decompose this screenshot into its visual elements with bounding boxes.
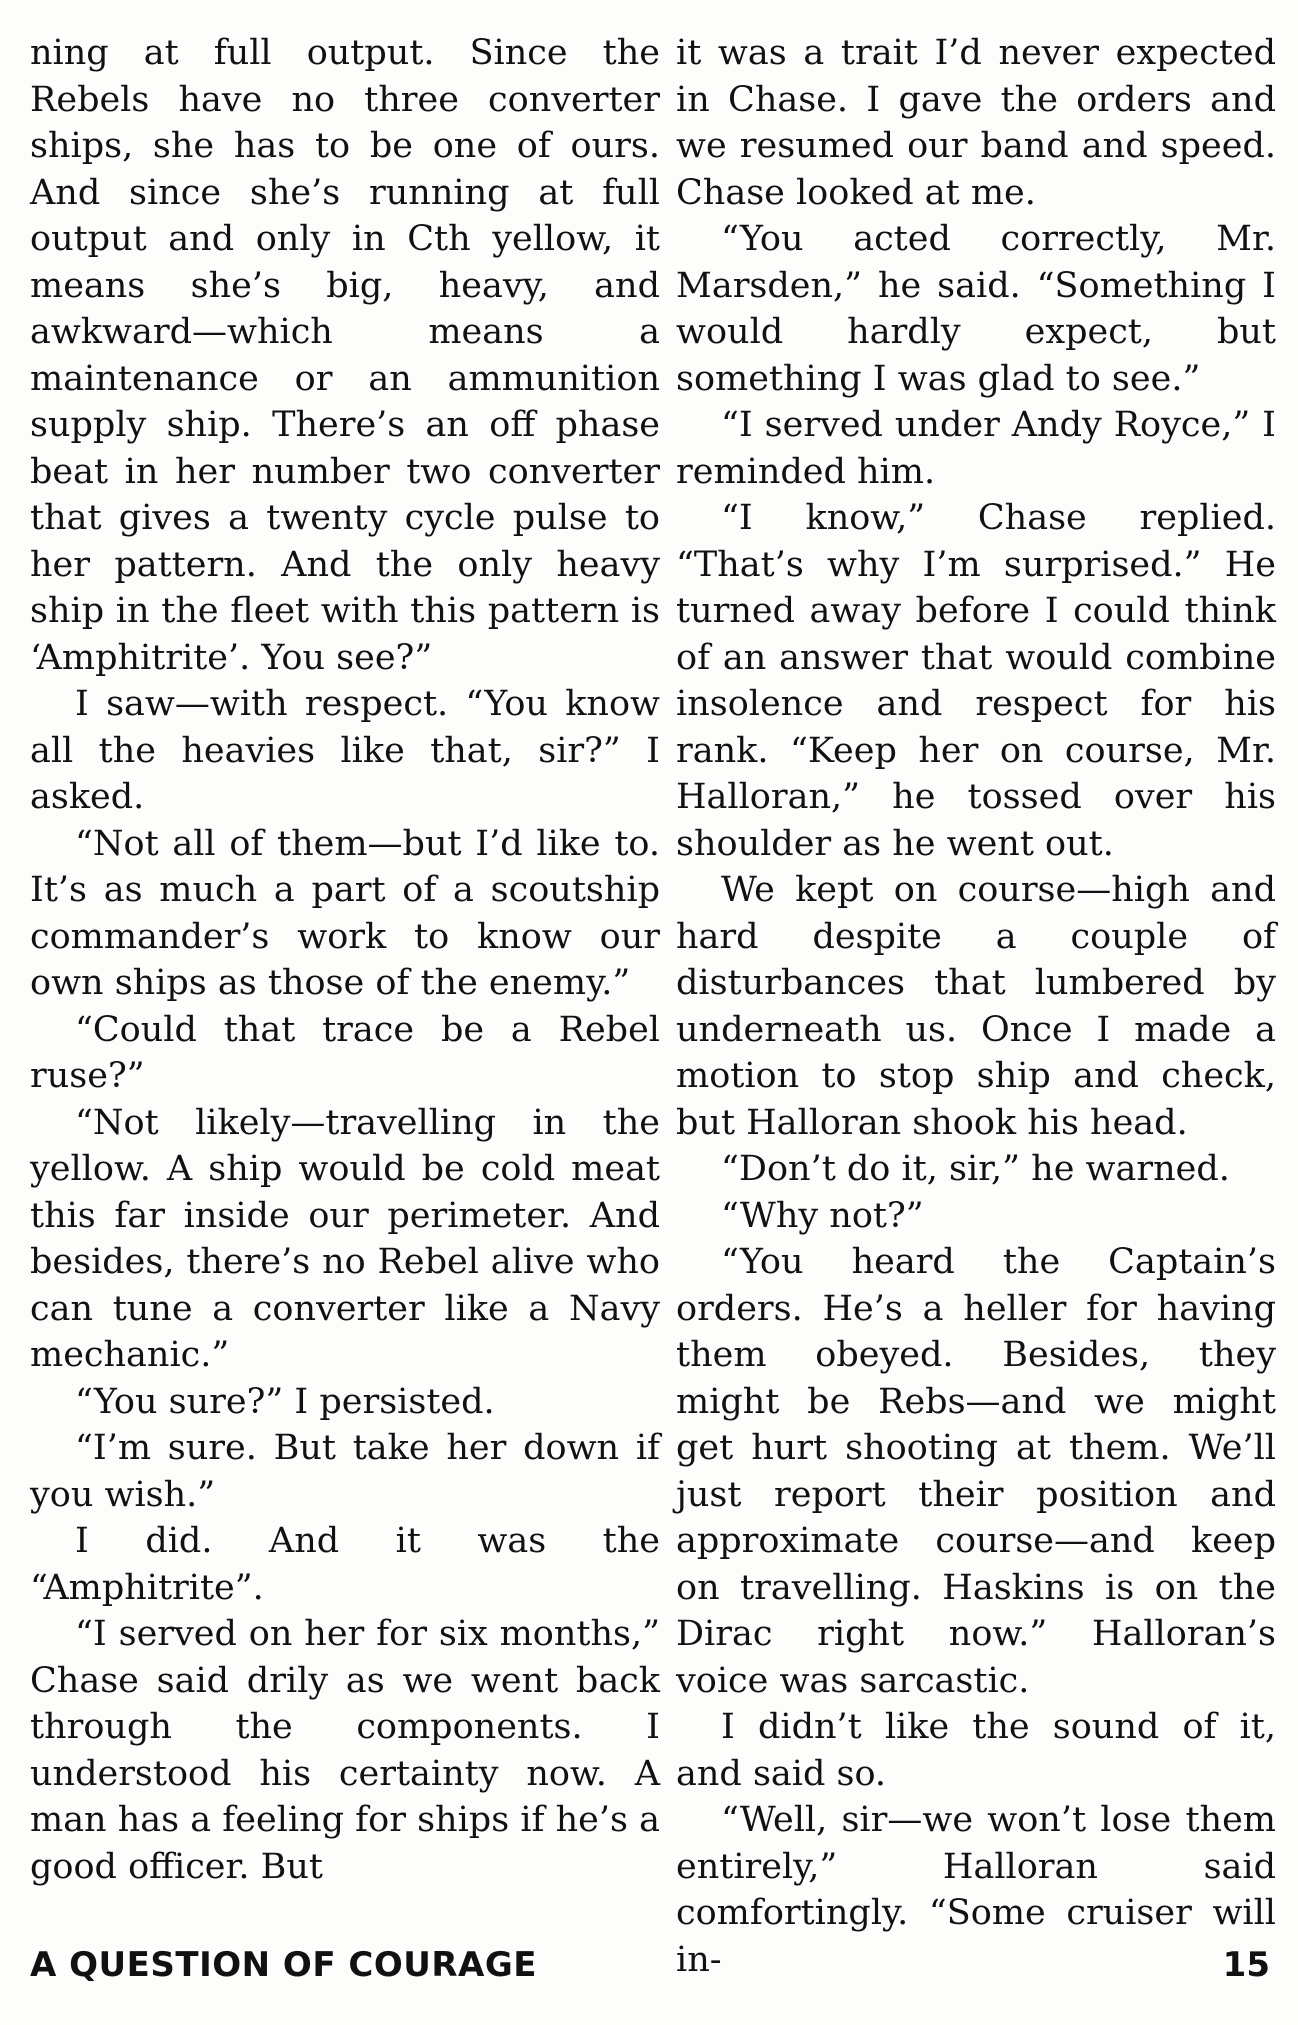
paragraph: “I served on her for six months,” Chase said drily as we went back through the components. I understood his certainty now. A man has a feeling for ships if he’s a good officer. But xyxy=(30,1614,660,1887)
paragraph: “Could that trace be a Rebel ruse?” xyxy=(30,1009,660,1096)
paragraph: “Not likely—travelling in the yellow. A ship would be cold meat this far inside our perimeter. And besides, there’s no Rebel alive who can tune a converter like a Navy mechanic.” xyxy=(30,1102,660,1375)
left-text-column xyxy=(30,30,660,1890)
paragraph: “You sure?” I persisted. xyxy=(75,1381,495,1422)
paragraph: We kept on course—high and hard despite a couple of disturbances that lumbered by underneath us. Once I made a motion to stop ship and check, but Halloran shook his head. xyxy=(676,870,1276,1143)
paragraph: ning at full output. Since the Rebels have no three converter ships, she has to be one of ours. And since she’s running at full output and only in Cth yellow, it means she’s big, heavy, and awkward—which means a maintenance or an ammunition supply ship. There’s an off phase beat in her number two converter that gives a twenty cycle pulse to her pattern. And the only heavy ship in the fleet with this pattern is ‘Amphitrite’. You see?” xyxy=(30,33,660,678)
paragraph: “I’m sure. But take her down if you wish.” xyxy=(30,1428,660,1515)
paragraph: “Why not?” xyxy=(721,1195,924,1236)
running-title: A QUESTION OF COURAGE xyxy=(30,1945,537,1985)
paragraph: “Don’t do it, sir,” he warned. xyxy=(721,1149,1230,1189)
paragraph: I didn’t like the sound of it, and said so. xyxy=(676,1707,1276,1794)
page-number: 15 xyxy=(1222,1945,1270,1985)
paragraph: I did. And it was the “Amphitrite”. xyxy=(30,1521,660,1608)
right-text-column xyxy=(676,30,1276,1983)
paragraph: “I know,” Chase replied. “That’s why I’m surprised.” He turned away before I could think of an answer that would combine insolence and respect for his rank. “Keep her on course, Mr. Halloran,” he tossed over his shoulder as he went out. xyxy=(676,498,1276,864)
paragraph: “I served under Andy Royce,” I reminded him. xyxy=(676,405,1276,492)
paragraph: I saw—with respect. “You know all the heavies like that, sir?” I asked. xyxy=(30,684,660,817)
paragraph: “You heard the Captain’s orders. He’s a heller for having them obeyed. Besides, they might be Rebs—and we might get hurt shooting at them. We’ll just report their position and approximate course—and keep on travelling. Haskins is on the Dirac right now.” Halloran’s voice was sarcastic. xyxy=(676,1242,1276,1701)
paragraph: “You acted correctly, Mr. Marsden,” he said. “Something I would hardly expect, but something I was glad to see.” xyxy=(676,219,1276,399)
paragraph: “Well, sir—we won’t lose them entirely,” Halloran said comfortingly. “Some cruiser will in- xyxy=(676,1800,1276,1980)
paragraph: it was a trait I’d never expected in Chase. I gave the orders and we resumed our band and speed. Chase looked at me. xyxy=(676,33,1276,213)
paragraph: “Not all of them—but I’d like to. It’s as much a part of a scoutship commander’s work to know our own ships as those of the enemy.” xyxy=(30,823,660,1003)
